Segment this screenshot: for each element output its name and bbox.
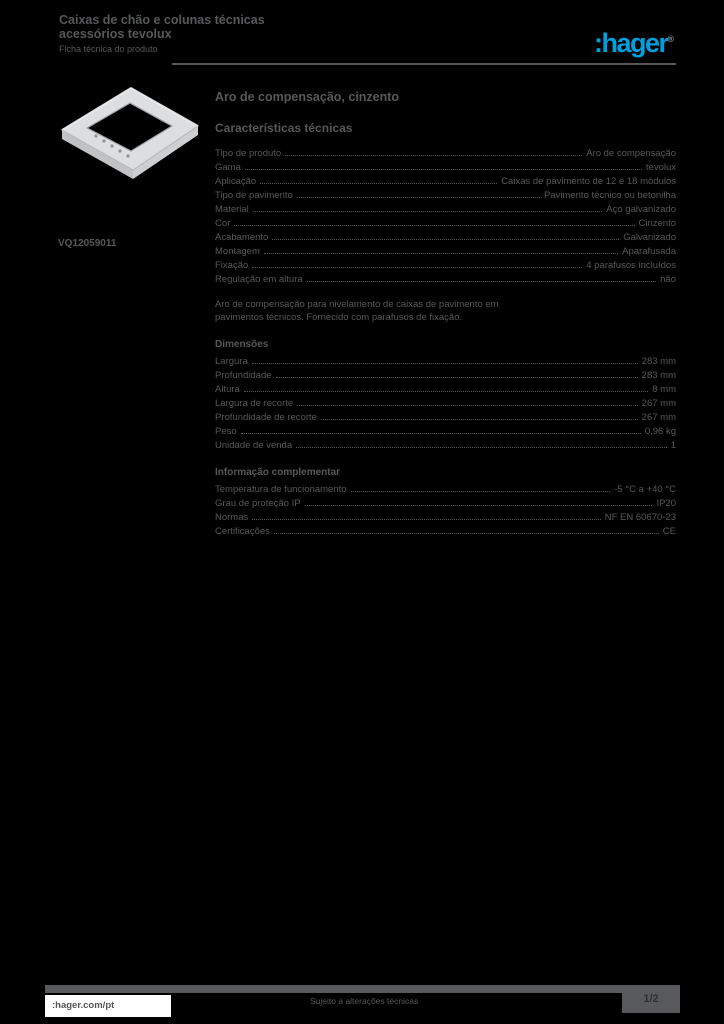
spec-row-label: Profundidade de recorte bbox=[215, 412, 317, 423]
dotted-leader bbox=[321, 410, 638, 420]
spec-row-label: Tipo de pavimento bbox=[215, 190, 293, 201]
dotted-leader bbox=[296, 438, 667, 448]
footer-website-link[interactable]: :hager.com/pt bbox=[45, 995, 171, 1017]
spec-row-label: Montagem bbox=[215, 246, 260, 257]
spec-sections bbox=[215, 146, 676, 538]
spec-paragraph-line: pavimentos técnicos. Fornecido com parafusos de fixação. bbox=[215, 312, 463, 323]
header-divider bbox=[172, 63, 676, 65]
main-column bbox=[215, 90, 676, 538]
spec-section-heading: Dimensões bbox=[215, 339, 269, 350]
registered-mark: ® bbox=[667, 34, 675, 44]
dotted-leader bbox=[276, 368, 638, 378]
spec-row bbox=[215, 482, 676, 496]
spec-row-label: Certificações bbox=[215, 526, 270, 537]
spec-row-label: Cor bbox=[215, 218, 231, 229]
spec-row bbox=[215, 368, 676, 382]
spec-row-label: Altura bbox=[215, 384, 240, 395]
spec-row-value: 267 mm bbox=[641, 412, 676, 423]
spec-row bbox=[215, 258, 676, 272]
spec-row-value: 283 mm bbox=[641, 370, 676, 381]
dotted-leader bbox=[252, 510, 600, 520]
spec-table-heading: Características técnicas bbox=[215, 121, 353, 135]
header-title-line1: Caixas de chão e colunas técnicas bbox=[59, 13, 265, 27]
footer-divider-bar bbox=[45, 985, 624, 993]
dotted-leader bbox=[307, 272, 656, 282]
spec-row-value: 0,96 kg bbox=[644, 426, 676, 437]
dotted-leader bbox=[297, 396, 638, 406]
spec-row-value: 1 bbox=[670, 440, 676, 451]
spec-row-label: Gama bbox=[215, 162, 241, 173]
dotted-leader bbox=[244, 382, 648, 392]
spec-row-value: Aparafusada bbox=[622, 246, 676, 257]
spec-row bbox=[215, 382, 676, 396]
spec-row-value: 283 mm bbox=[641, 356, 676, 367]
spec-row-value: 4 parafusos incluídos bbox=[586, 260, 676, 271]
dotted-leader bbox=[305, 496, 653, 506]
dotted-leader bbox=[252, 258, 582, 268]
spec-row-label: Aplicação bbox=[215, 176, 257, 187]
spec-row-label: Tipo de produto bbox=[215, 148, 282, 159]
spec-row bbox=[215, 146, 676, 160]
spec-row bbox=[215, 160, 676, 174]
product-title: Aro de compensação, cinzento bbox=[215, 90, 400, 104]
dotted-leader bbox=[297, 188, 540, 198]
spec-row-value: Caixas de pavimento de 12 e 18 módulos bbox=[501, 176, 676, 187]
spec-row-label: Peso bbox=[215, 426, 237, 437]
spec-row bbox=[215, 174, 676, 188]
footer-page-number: 1/2 bbox=[622, 985, 680, 1013]
hager-logo bbox=[594, 24, 674, 58]
spec-row bbox=[215, 396, 676, 410]
spec-section-heading: Informação complementar bbox=[215, 467, 341, 478]
dotted-leader bbox=[252, 354, 638, 364]
spec-row-value: 267 mm bbox=[641, 398, 676, 409]
dotted-leader bbox=[234, 216, 634, 226]
spec-row-value: tevolux bbox=[645, 162, 676, 173]
dotted-leader bbox=[274, 524, 659, 534]
spec-row-label: Acabamento bbox=[215, 232, 269, 243]
spec-row-label: Normas bbox=[215, 512, 249, 523]
header-title-line2: acessórios tevolux bbox=[59, 27, 172, 41]
dotted-leader bbox=[272, 230, 619, 240]
spec-row bbox=[215, 424, 676, 438]
spec-row bbox=[215, 202, 676, 216]
spec-row bbox=[215, 244, 676, 258]
spec-paragraph-line: Aro de compensação para nivelamento de caixas de pavimento em bbox=[215, 299, 499, 310]
spec-row bbox=[215, 272, 676, 286]
dotted-leader bbox=[245, 160, 642, 170]
product-reference: VQ12059011 bbox=[58, 238, 117, 249]
spec-paragraph bbox=[215, 298, 676, 324]
spec-row bbox=[215, 510, 676, 524]
spec-row-value: Aço galvanizado bbox=[606, 204, 676, 215]
spec-row-value: Cinzento bbox=[638, 218, 676, 229]
spec-row-label: Profundidade bbox=[215, 370, 272, 381]
spec-row bbox=[215, 410, 676, 424]
spec-row-value: Aro de compensação bbox=[586, 148, 676, 159]
spec-row-label: Grau de proteção IP bbox=[215, 498, 301, 509]
footer-disclaimer: Sujeito a alterações técnicas bbox=[310, 996, 419, 1006]
spec-row bbox=[215, 438, 676, 452]
spec-row-value: NF EN 60670-23 bbox=[604, 512, 676, 523]
dotted-leader bbox=[241, 424, 641, 434]
header-subtitle: Ficha técnica do produto bbox=[59, 44, 158, 54]
spec-row bbox=[215, 496, 676, 510]
dotted-leader bbox=[260, 174, 497, 184]
spec-row-value: 8 mm bbox=[652, 384, 676, 395]
spec-row-label: Regulação em altura bbox=[215, 274, 303, 285]
spec-row-label: Material bbox=[215, 204, 249, 215]
dotted-leader bbox=[285, 146, 582, 156]
product-photo-frame bbox=[58, 84, 204, 196]
spec-row bbox=[215, 230, 676, 244]
spec-row-label: Fixação bbox=[215, 260, 249, 271]
spec-row-value: -5 °C a +40 °C bbox=[614, 484, 676, 495]
spec-row-value: não bbox=[660, 274, 676, 285]
spec-row-label: Largura bbox=[215, 356, 248, 367]
spec-row-value: Galvanizado bbox=[623, 232, 676, 243]
spec-row-label: Largura de recorte bbox=[215, 398, 294, 409]
dotted-leader bbox=[351, 482, 611, 492]
spec-row-label: Temperatura de funcionamento bbox=[215, 484, 347, 495]
spec-row-value: Pavimento técnico ou betonilha bbox=[543, 190, 676, 201]
dotted-leader bbox=[253, 202, 602, 212]
spec-row-label: Unidade de venda bbox=[215, 440, 293, 451]
spec-row-value: CE bbox=[662, 526, 676, 537]
spec-row bbox=[215, 188, 676, 202]
spec-row bbox=[215, 354, 676, 368]
header-title-block bbox=[59, 13, 359, 55]
spec-row-value: IP20 bbox=[656, 498, 676, 509]
hager-logo-text: :hager bbox=[594, 28, 668, 58]
spec-row bbox=[215, 524, 676, 538]
spec-row bbox=[215, 216, 676, 230]
dotted-leader bbox=[264, 244, 618, 254]
